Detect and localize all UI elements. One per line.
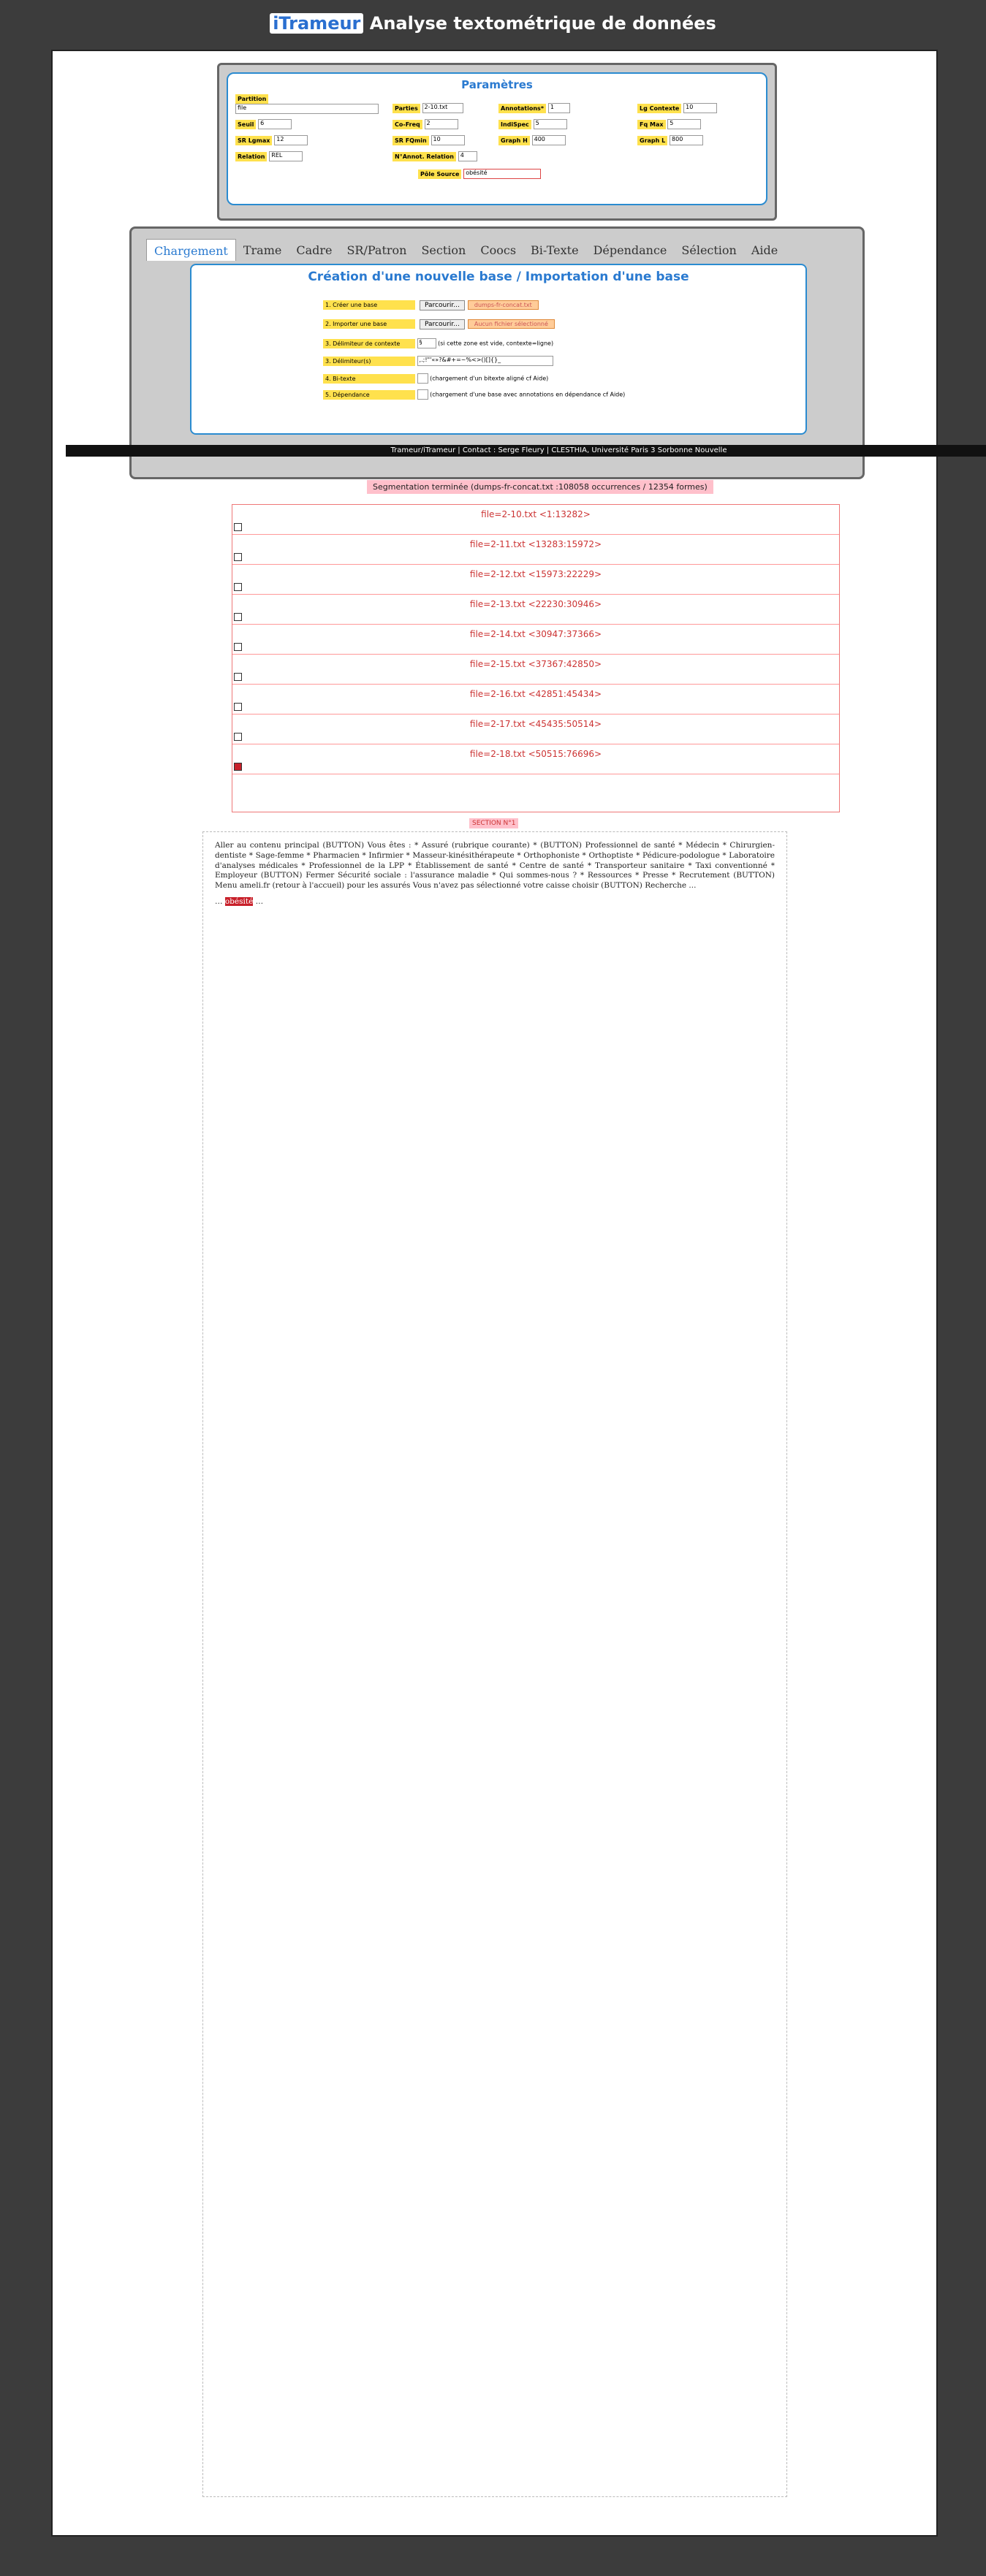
relation-input[interactable]: REL <box>269 151 303 161</box>
list-item[interactable]: file=2-15.txt <37367:42850> <box>232 655 839 685</box>
list-item[interactable]: file=2-10.txt <1:13282> <box>232 505 839 535</box>
file-checkbox[interactable] <box>234 523 242 531</box>
footer-bar: Trameur/iTrameur | Contact : Serge Fleury | CLESTHIA, Université Paris 3 Sorbonne Nouvelle <box>66 445 986 457</box>
file-checkbox[interactable] <box>234 583 242 591</box>
srlgmax-input[interactable]: 12 <box>274 135 308 145</box>
file-checkbox[interactable] <box>234 553 242 561</box>
dependance-checkbox[interactable] <box>417 389 428 400</box>
partition-select[interactable]: file <box>235 104 379 114</box>
hit-word[interactable]: obésité <box>224 896 254 906</box>
tab-aide[interactable]: Aide <box>751 243 778 257</box>
file-checkbox[interactable] <box>234 763 242 771</box>
indicespe-input[interactable]: 5 <box>534 119 567 129</box>
tab-bar <box>146 239 785 261</box>
tab-dependance[interactable]: Dépendance <box>593 243 667 257</box>
parties-select[interactable]: 2-10.txt <box>422 103 463 113</box>
file1-label: dumps-fr-concat.txt <box>468 300 539 310</box>
file-checkbox[interactable] <box>234 643 242 651</box>
pole-source-input[interactable]: obésité <box>463 169 541 179</box>
tab-cadre[interactable]: Cadre <box>296 243 333 257</box>
tab-trame[interactable]: Trame <box>243 243 282 257</box>
tab-bitexte[interactable]: Bi-Texte <box>531 243 579 257</box>
file-list <box>232 504 840 812</box>
tab-chargement[interactable]: Chargement <box>146 239 236 261</box>
seuil-input[interactable]: 6 <box>258 119 292 129</box>
creation-panel: Création d'une nouvelle base / Importation d'une base 1. Créer une base Parcourir... dumps-fr-concat.txt 2. Importer une base Parcourir... Aucun fichier sélectionné 3. Délimiteur de contexte § (si cette zone est vide, contexte=ligne) 3. Délimiteur(s) ,.;!"'«»?&#+=~%<>()[]{}_ 4. Bi-texte (chargement d'un bitexte aligné cf Aide) 5. Dépendance (chargement d'une base avec annotations en dépendance cf Aide) <box>190 264 807 435</box>
section-text: Aller au contenu principal (BUTTON) Vous êtes : * Assuré (rubrique courante) * (BUTTON) Professionnel de santé * Médecin * Chirurgien-dentiste * Sage-femme * Pharmacien * Infirmier * Masseur-kinésithérapeute * Orthophoniste * Orthoptiste * Pédicure-podologue * Laboratoire d'analyses médicales * Professionnel de la LPP * Établissement de santé * Centre de santé * Transporteur sanitaire * Taxi conventionné * Employeur (BUTTON) Fermer Sécurité sociale : l'assurance maladie * Qui sommes-nous ? * Ressources * Presse * Recrutement (BUTTON) Menu ameli.fr (retour à l'accueil) pour les assurés Vous n'avez pas sélectionné votre caisse choisir (BUTTON) Recherche ... <box>215 841 775 891</box>
browse-button-1[interactable]: Parcourir... <box>420 300 465 310</box>
hit-line: … obésité … <box>215 896 264 906</box>
tab-selection[interactable]: Sélection <box>681 243 737 257</box>
fqmax-input[interactable]: 5 <box>667 119 701 129</box>
nannot-input[interactable]: 4 <box>458 151 477 161</box>
list-item[interactable]: file=2-16.txt <42851:45434> <box>232 685 839 715</box>
params-title: Paramètres <box>461 78 533 91</box>
segmentation-status: Segmentation terminée (dumps-fr-concat.txt :108058 occurrences / 12354 formes) <box>367 480 713 494</box>
main-page <box>51 50 938 2537</box>
context-delimiter-input[interactable]: § <box>417 338 436 348</box>
annotations-select[interactable]: 1 <box>548 103 570 113</box>
cofreq-input[interactable]: 2 <box>425 119 458 129</box>
list-item[interactable]: file=2-13.txt <22230:30946> <box>232 595 839 625</box>
list-item[interactable]: file=2-17.txt <45435:50514> <box>232 715 839 744</box>
file-checkbox[interactable] <box>234 703 242 711</box>
list-item[interactable]: file=2-14.txt <30947:37366> <box>232 625 839 655</box>
file-checkbox[interactable] <box>234 613 242 621</box>
file2-label: Aucun fichier sélectionné <box>468 319 555 329</box>
list-item[interactable]: file=2-12.txt <15973:22229> <box>232 565 839 595</box>
params-panel: Paramètres Partition file Parties 2-10.txt Annotations* 1 Lg Contexte 10 Seuil 6 Co-Freq 2 IndiSpec 5 Fq Max 5 SR Lgmax 12 SR FQmin 10 Graph H 400 Graph L 800 Relation REL N°Annot. Relation 4 Pôle Source obésité <box>217 63 777 221</box>
tab-section[interactable]: Section <box>421 243 466 257</box>
tab-srpatron[interactable]: SR/Patron <box>346 243 407 257</box>
browse-button-2[interactable]: Parcourir... <box>420 319 465 329</box>
list-item[interactable]: file=2-11.txt <13283:15972> <box>232 535 839 565</box>
file-checkbox[interactable] <box>234 673 242 681</box>
section-text-panel <box>202 831 787 2497</box>
app-title: iTrameur Analyse textométrique de données <box>0 0 986 47</box>
bitexte-checkbox[interactable] <box>417 373 428 384</box>
file-checkbox[interactable] <box>234 733 242 741</box>
delimiters-input[interactable]: ,.;!"'«»?&#+=~%<>()[]{}_ <box>417 356 553 366</box>
lg-contexte-input[interactable]: 10 <box>683 103 717 113</box>
graphl-input[interactable]: 800 <box>670 135 703 145</box>
tab-coocs[interactable]: Coocs <box>480 243 517 257</box>
list-item[interactable]: file=2-18.txt <50515:76696> <box>232 744 839 774</box>
graphh-input[interactable]: 400 <box>532 135 566 145</box>
section-label: SECTION N°1 <box>469 818 518 828</box>
creation-title: Création d'une nouvelle base / Importation d'une base <box>308 270 689 284</box>
loading-panel <box>129 226 865 479</box>
srfqmin-input[interactable]: 10 <box>431 135 465 145</box>
